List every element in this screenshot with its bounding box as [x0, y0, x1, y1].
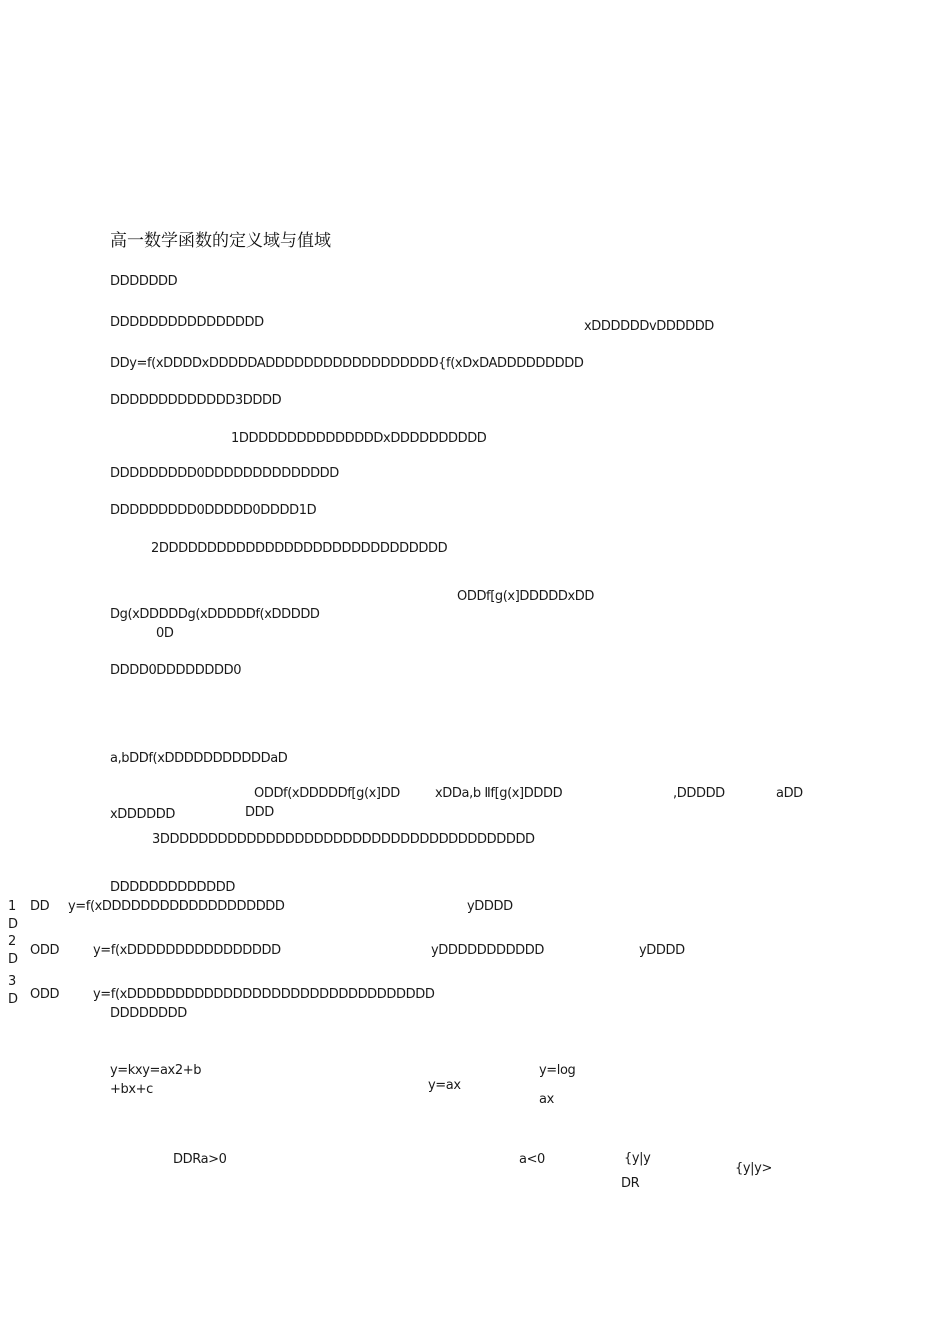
text-line: DDDDDDDDD0DDDDDDDDDDDDDD: [110, 466, 339, 481]
text-line: DDRa>0: [173, 1152, 227, 1167]
text-line: yDDDD: [639, 943, 685, 958]
formula: +bx+c: [110, 1082, 153, 1097]
text-line: 3DDDDDDDDDDDDDDDDDDDDDDDDDDDDDDDDDDDDDDD: [152, 832, 535, 847]
text-line: DDD: [245, 805, 274, 820]
text-line: DDDDDDDD: [110, 1006, 187, 1021]
list-marker: D: [8, 952, 18, 967]
text-line: ODDf[g(x]DDDDDxDD: [457, 589, 594, 604]
text-line: DDDD0DDDDDDDD0: [110, 663, 242, 678]
text-line: y=f(xDDDDDDDDDDDDDDDDDDD: [68, 899, 285, 914]
text-line: DDDDDDDDDDDDD3DDDD: [110, 393, 282, 408]
text-line: ODD: [30, 987, 60, 1002]
text-line: 1DDDDDDDDDDDDDDDxDDDDDDDDDD: [231, 431, 487, 446]
text-line: DDDDDDDDDDDDD: [110, 880, 235, 895]
text-line: a,bDDf(xDDDDDDDDDDDaD: [110, 751, 288, 766]
text-line: y=f(xDDDDDDDDDDDDDDDDDDDDDDDDDDDDDDDD: [93, 987, 435, 1002]
text-line: {y|y: [624, 1151, 651, 1166]
text-line: yDDDD: [467, 899, 513, 914]
text-line: DR: [621, 1176, 640, 1191]
text-line: DDDDDDDDDDDDDDDD: [110, 315, 264, 330]
formula: y=kxy=ax2+b: [110, 1063, 202, 1078]
list-number: 1: [8, 899, 16, 914]
text-line: a<0: [519, 1152, 545, 1167]
text-line: 2DDDDDDDDDDDDDDDDDDDDDDDDDDDDDD: [151, 541, 448, 556]
text-line: yDDDDDDDDDDD: [431, 943, 545, 958]
text-line: aDD: [776, 786, 803, 801]
list-marker: D: [8, 992, 18, 1007]
list-marker: D: [8, 917, 18, 932]
text-line: DD: [30, 899, 50, 914]
text-line: y=f(xDDDDDDDDDDDDDDDD: [93, 943, 281, 958]
text-line: xDDa,b Ⅱf[g(x]DDDD: [435, 786, 563, 801]
text-line: ODDf(xDDDDDf[g(x]DD: [254, 786, 400, 801]
text-line: DDy=f(xDDDDxDDDDDADDDDDDDDDDDDDDDDDD{f(xDxDADDDDDDDDD: [110, 356, 584, 371]
list-number: 3: [8, 974, 16, 989]
formula: ax: [539, 1092, 554, 1107]
text-line: xDDDDDD: [110, 807, 175, 822]
text-line: Dg(xDDDDDg(xDDDDDf(xDDDDD: [110, 607, 320, 622]
text-line: ODD: [30, 943, 60, 958]
formula: y=ax: [428, 1078, 461, 1093]
document-title: 高一数学函数的定义域与值域: [110, 231, 331, 251]
text-line: 0D: [156, 626, 174, 641]
text-line: DDDDDDDDD0DDDDD0DDDD1D: [110, 503, 317, 518]
formula: y=log: [539, 1063, 576, 1078]
text-line: {y|y>: [735, 1161, 772, 1176]
list-number: 2: [8, 934, 16, 949]
text-line: DDDDDDD: [110, 274, 178, 289]
text-line: ,DDDDD: [673, 786, 725, 801]
text-line: xDDDDDDvDDDDDD: [584, 319, 714, 334]
